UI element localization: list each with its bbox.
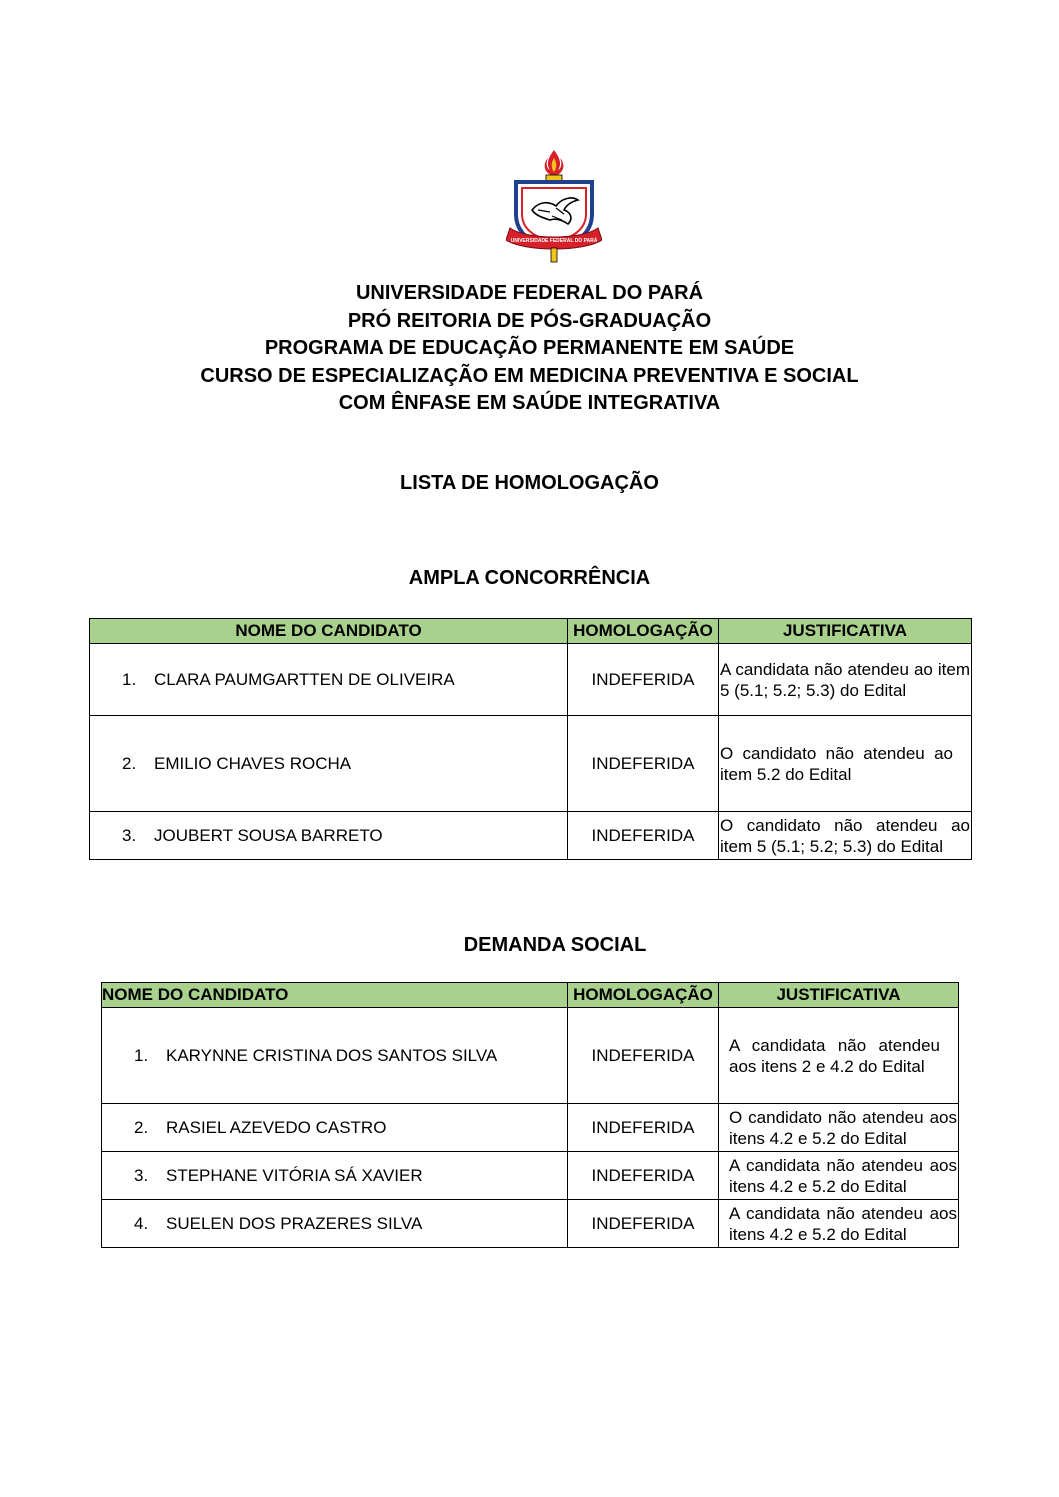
homologation-status: INDEFERIDA [568,644,719,716]
candidate-name-cell [102,1200,568,1248]
homologation-status: INDEFERIDA [568,1200,719,1248]
header-program: PROGRAMA DE EDUCAÇÃO PERMANENTE EM SAÚDE [264,337,795,359]
candidate-name-cell [90,716,568,812]
justification: O candidato não atendeu ao item 5.2 do Edital [719,716,972,812]
section-title-ampla: AMPLA CONCORRÊNCIA [408,567,651,589]
header-university: UNIVERSIDADE FEDERAL DO PARÁ [355,282,704,304]
seal-ribbon-text: UNIVERSIDADE FEDERAL DO PARÁ [510,238,598,244]
homologation-status: INDEFERIDA [568,1152,719,1200]
candidate-name-cell [102,1152,568,1200]
justification: A candidata não atendeu aos itens 2 e 4.2 do Edital [719,1008,959,1104]
header-course-emphasis: COM ÊNFASE EM SAÚDE INTEGRATIVA [338,392,721,414]
demanda-social-table [101,982,959,1248]
header-pro-rectory: PRÓ REITORIA DE PÓS-GRADUAÇÃO [347,309,712,332]
table-row [102,1152,959,1200]
table-row [102,1200,959,1248]
candidate-name-cell [102,1008,568,1104]
column-header-justification: JUSTIFICATIVA [719,983,959,1008]
justification: A candidata não atendeu aos itens 4.2 e 5.2 do Edital [719,1200,959,1248]
candidate-name: CLARA PAUMGARTTEN DE OLIVEIRA [154,669,455,689]
candidate-name: SUELEN DOS PRAZERES SILVA [166,1213,423,1233]
column-header-homologation: HOMOLOGAÇÃO [568,983,719,1008]
table-row [102,1104,959,1152]
candidate-name: STEPHANE VITÓRIA SÁ XAVIER [166,1165,423,1185]
column-header-homologation: HOMOLOGAÇÃO [568,619,719,644]
candidate-name-cell [102,1104,568,1152]
row-number: 3. [134,1165,149,1185]
homologation-status: INDEFERIDA [568,1104,719,1152]
column-header-name: NOME DO CANDIDATO [90,619,568,644]
candidate-name-cell [90,644,568,716]
row-number: 2. [134,1117,149,1137]
column-header-justification: JUSTIFICATIVA [719,619,972,644]
justification: A candidata não atendeu ao item 5 (5.1; 5.2; 5.3) do Edital [719,644,972,716]
candidate-name: EMILIO CHAVES ROCHA [154,753,352,773]
row-number: 1. [122,669,137,689]
justification: O candidato não atendeu ao item 5 (5.1; 5.2; 5.3) do Edital [719,812,972,860]
row-number: 4. [134,1213,149,1233]
table-row [90,644,972,716]
homologation-status: INDEFERIDA [568,812,719,860]
row-number: 3. [122,825,137,845]
document-title: LISTA DE HOMOLOGAÇÃO [400,472,659,494]
row-number: 1. [134,1045,149,1065]
section-title-demanda: DEMANDA SOCIAL [463,934,647,956]
table-header-row [102,983,959,1008]
table-header-row [90,619,972,644]
candidate-name: KARYNNE CRISTINA DOS SANTOS SILVA [166,1045,498,1065]
row-number: 2. [122,753,137,773]
document-header [0,280,1059,418]
table-row [90,812,972,860]
candidate-name: JOUBERT SOUSA BARRETO [154,825,383,845]
homologation-status: INDEFERIDA [568,716,719,812]
ampla-concorrencia-table [89,618,972,860]
table-row [102,1008,959,1104]
justification: A candidata não atendeu aos itens 4.2 e 5.2 do Edital [719,1152,959,1200]
candidate-name: RASIEL AZEVEDO CASTRO [166,1117,387,1137]
table-row [90,716,972,812]
candidate-name-cell [90,812,568,860]
homologation-status: INDEFERIDA [568,1008,719,1104]
header-course: CURSO DE ESPECIALIZAÇÃO EM MEDICINA PREVENTIVA E SOCIAL [200,364,859,387]
justification: O candidato não atendeu aos itens 4.2 e 5.2 do Edital [719,1104,959,1152]
university-seal-logo [506,148,602,264]
column-header-name: NOME DO CANDIDATO [102,983,568,1008]
